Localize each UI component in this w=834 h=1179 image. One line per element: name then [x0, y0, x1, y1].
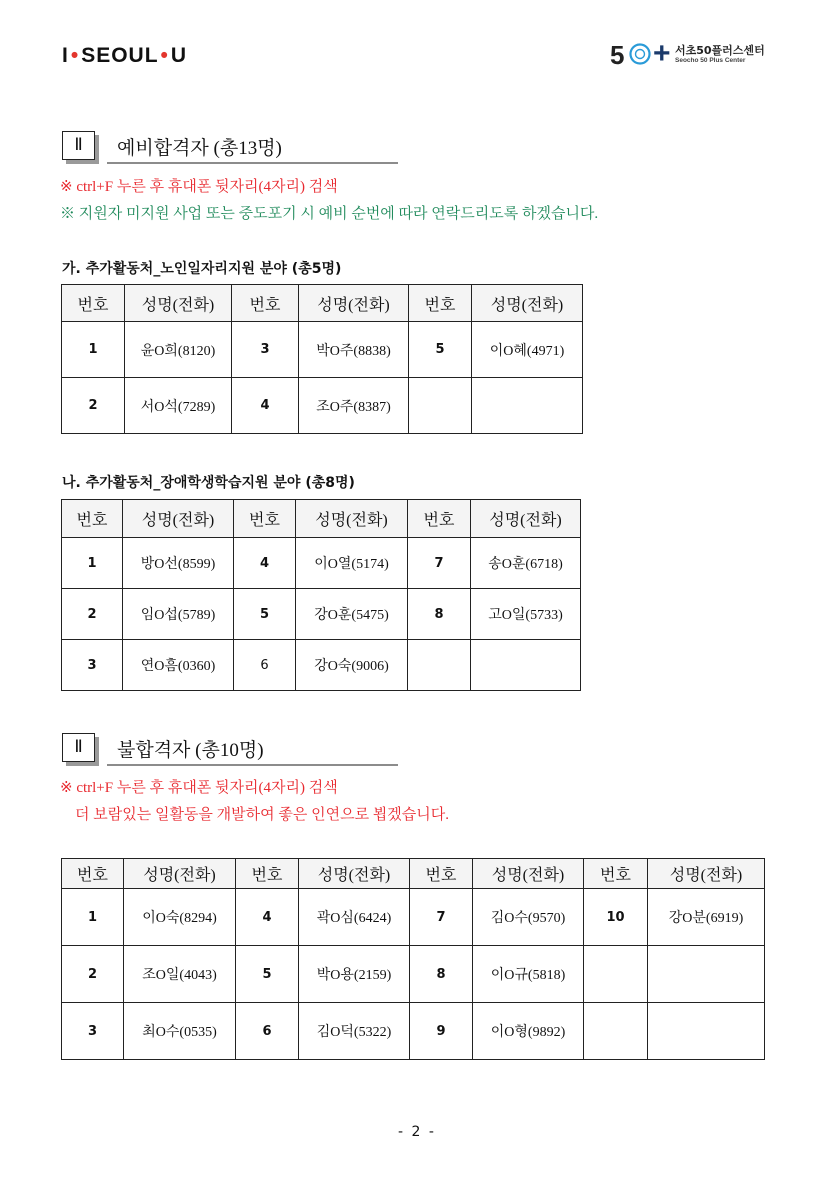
row-number: 4: [236, 889, 299, 946]
table-row: [62, 889, 765, 946]
row-number: 4: [234, 538, 296, 589]
table-header-row: [62, 500, 581, 538]
search-note: ※ ctrl+F 누른 후 휴대폰 뒷자리(4자리) 검색: [60, 780, 338, 796]
table-row: [62, 589, 581, 640]
person-name: 이O규(5818): [473, 946, 584, 1003]
col-header: 성명(전화): [471, 500, 581, 538]
person-name: 강O숙(9006): [296, 640, 408, 691]
logo-dot-icon: •: [70, 44, 80, 67]
person-name: 방O선(8599): [123, 538, 234, 589]
person-name: 이O열(5174): [296, 538, 408, 589]
row-number: 3: [62, 1003, 124, 1060]
row-number: 8: [408, 589, 471, 640]
row-number: 5: [236, 946, 299, 1003]
col-header: 성명(전화): [296, 500, 408, 538]
person-name: 연O흠(0360): [123, 640, 234, 691]
person-name: 임O섭(5789): [123, 589, 234, 640]
person-name: [471, 640, 581, 691]
table-row: [62, 946, 765, 1003]
row-number: 5: [409, 322, 472, 378]
col-header: 번호: [62, 500, 123, 538]
col-header: 성명(전화): [473, 859, 584, 889]
person-name: 박O주(8838): [299, 322, 409, 378]
person-name: 김O덕(5322): [299, 1003, 410, 1060]
row-number: 4: [232, 378, 299, 434]
section-underline: [107, 764, 398, 766]
table-row: [62, 640, 581, 691]
search-note: ※ ctrl+F 누른 후 휴대폰 뒷자리(4자리) 검색: [60, 179, 338, 195]
group-title: 나. 추가활동처_장애학생학습지원 분야 (총8명): [62, 475, 355, 491]
row-number: 10: [584, 889, 648, 946]
col-header: 성명(전화): [472, 285, 583, 322]
table-header-row: [62, 859, 765, 889]
logo-dot-icon: •: [160, 44, 169, 67]
person-name: 조O일(4043): [124, 946, 236, 1003]
row-number: 2: [62, 378, 125, 434]
row-number: [584, 1003, 648, 1060]
table-row: [62, 378, 583, 434]
person-name: 이O숙(8294): [124, 889, 236, 946]
col-header: 번호: [236, 859, 299, 889]
person-name: 강O훈(5475): [296, 589, 408, 640]
person-name: 고O일(5733): [471, 589, 581, 640]
row-number: 1: [62, 322, 125, 378]
row-number: 1: [62, 538, 123, 589]
row-number: 6: [234, 640, 296, 691]
section-title: 불합격자 (총10명): [117, 740, 264, 761]
col-header: 성명(전화): [125, 285, 232, 322]
row-number: 8: [410, 946, 473, 1003]
person-name: 윤O희(8120): [125, 322, 232, 378]
col-header: 번호: [408, 500, 471, 538]
row-number: 3: [232, 322, 299, 378]
col-header: 번호: [410, 859, 473, 889]
page-number: - 2 -: [398, 1124, 436, 1140]
section-numeral: Ⅱ: [62, 131, 95, 160]
col-header: 번호: [62, 859, 124, 889]
col-header: 번호: [62, 285, 125, 322]
col-header: 번호: [409, 285, 472, 322]
row-number: 2: [62, 589, 123, 640]
row-number: [584, 946, 648, 1003]
person-name: 최O수(0535): [124, 1003, 236, 1060]
group-title: 가. 추가활동처_노인일자리지원 분야 (총5명): [62, 261, 342, 277]
section-title: 예비합격자 (총13명): [117, 138, 282, 159]
person-name: [472, 378, 583, 434]
reserve-table-senior: [61, 284, 583, 434]
row-number: [408, 640, 471, 691]
person-name: 조O주(8387): [299, 378, 409, 434]
row-number: [409, 378, 472, 434]
person-name: 서O석(7289): [125, 378, 232, 434]
row-number: 7: [408, 538, 471, 589]
row-number: 2: [62, 946, 124, 1003]
row-number: 7: [410, 889, 473, 946]
person-name: [648, 946, 765, 1003]
person-name: 송O훈(6718): [471, 538, 581, 589]
col-header: 번호: [232, 285, 299, 322]
table-row: [62, 538, 581, 589]
col-header: 번호: [234, 500, 296, 538]
col-header: 성명(전화): [123, 500, 234, 538]
reserve-table-disability: [61, 499, 581, 691]
col-header: 성명(전화): [299, 285, 409, 322]
row-number: 6: [236, 1003, 299, 1060]
closing-note: 더 보람있는 일활동을 개발하여 좋은 인연으로 뵙겠습니다.: [75, 807, 450, 823]
person-name: 박O용(2159): [299, 946, 410, 1003]
table-row: [62, 1003, 765, 1060]
seoul-logo: I•SEOUL•U: [62, 44, 188, 67]
col-header: 성명(전화): [648, 859, 765, 889]
row-number: 3: [62, 640, 123, 691]
section-numeral: Ⅱ: [62, 733, 95, 762]
person-name: 이O혜(4971): [472, 322, 583, 378]
row-number: 5: [234, 589, 296, 640]
person-name: 곽O심(6424): [299, 889, 410, 946]
table-header-row: [62, 285, 583, 322]
person-name: 강O분(6919): [648, 889, 765, 946]
person-name: [648, 1003, 765, 1060]
col-header: 번호: [584, 859, 648, 889]
ring-icon: [629, 43, 651, 65]
row-number: 9: [410, 1003, 473, 1060]
section-underline: [107, 162, 398, 164]
col-header: 성명(전화): [299, 859, 410, 889]
col-header: 성명(전화): [124, 859, 236, 889]
table-row: [62, 322, 583, 378]
reserve-note: ※ 지원자 미지원 사업 또는 중도포기 시 예비 순번에 따라 연락드리도록 하겠습니다.: [60, 206, 599, 222]
person-name: 이O형(9892): [473, 1003, 584, 1060]
row-number: 1: [62, 889, 124, 946]
person-name: 김O수(9570): [473, 889, 584, 946]
fail-table: [61, 858, 765, 1060]
